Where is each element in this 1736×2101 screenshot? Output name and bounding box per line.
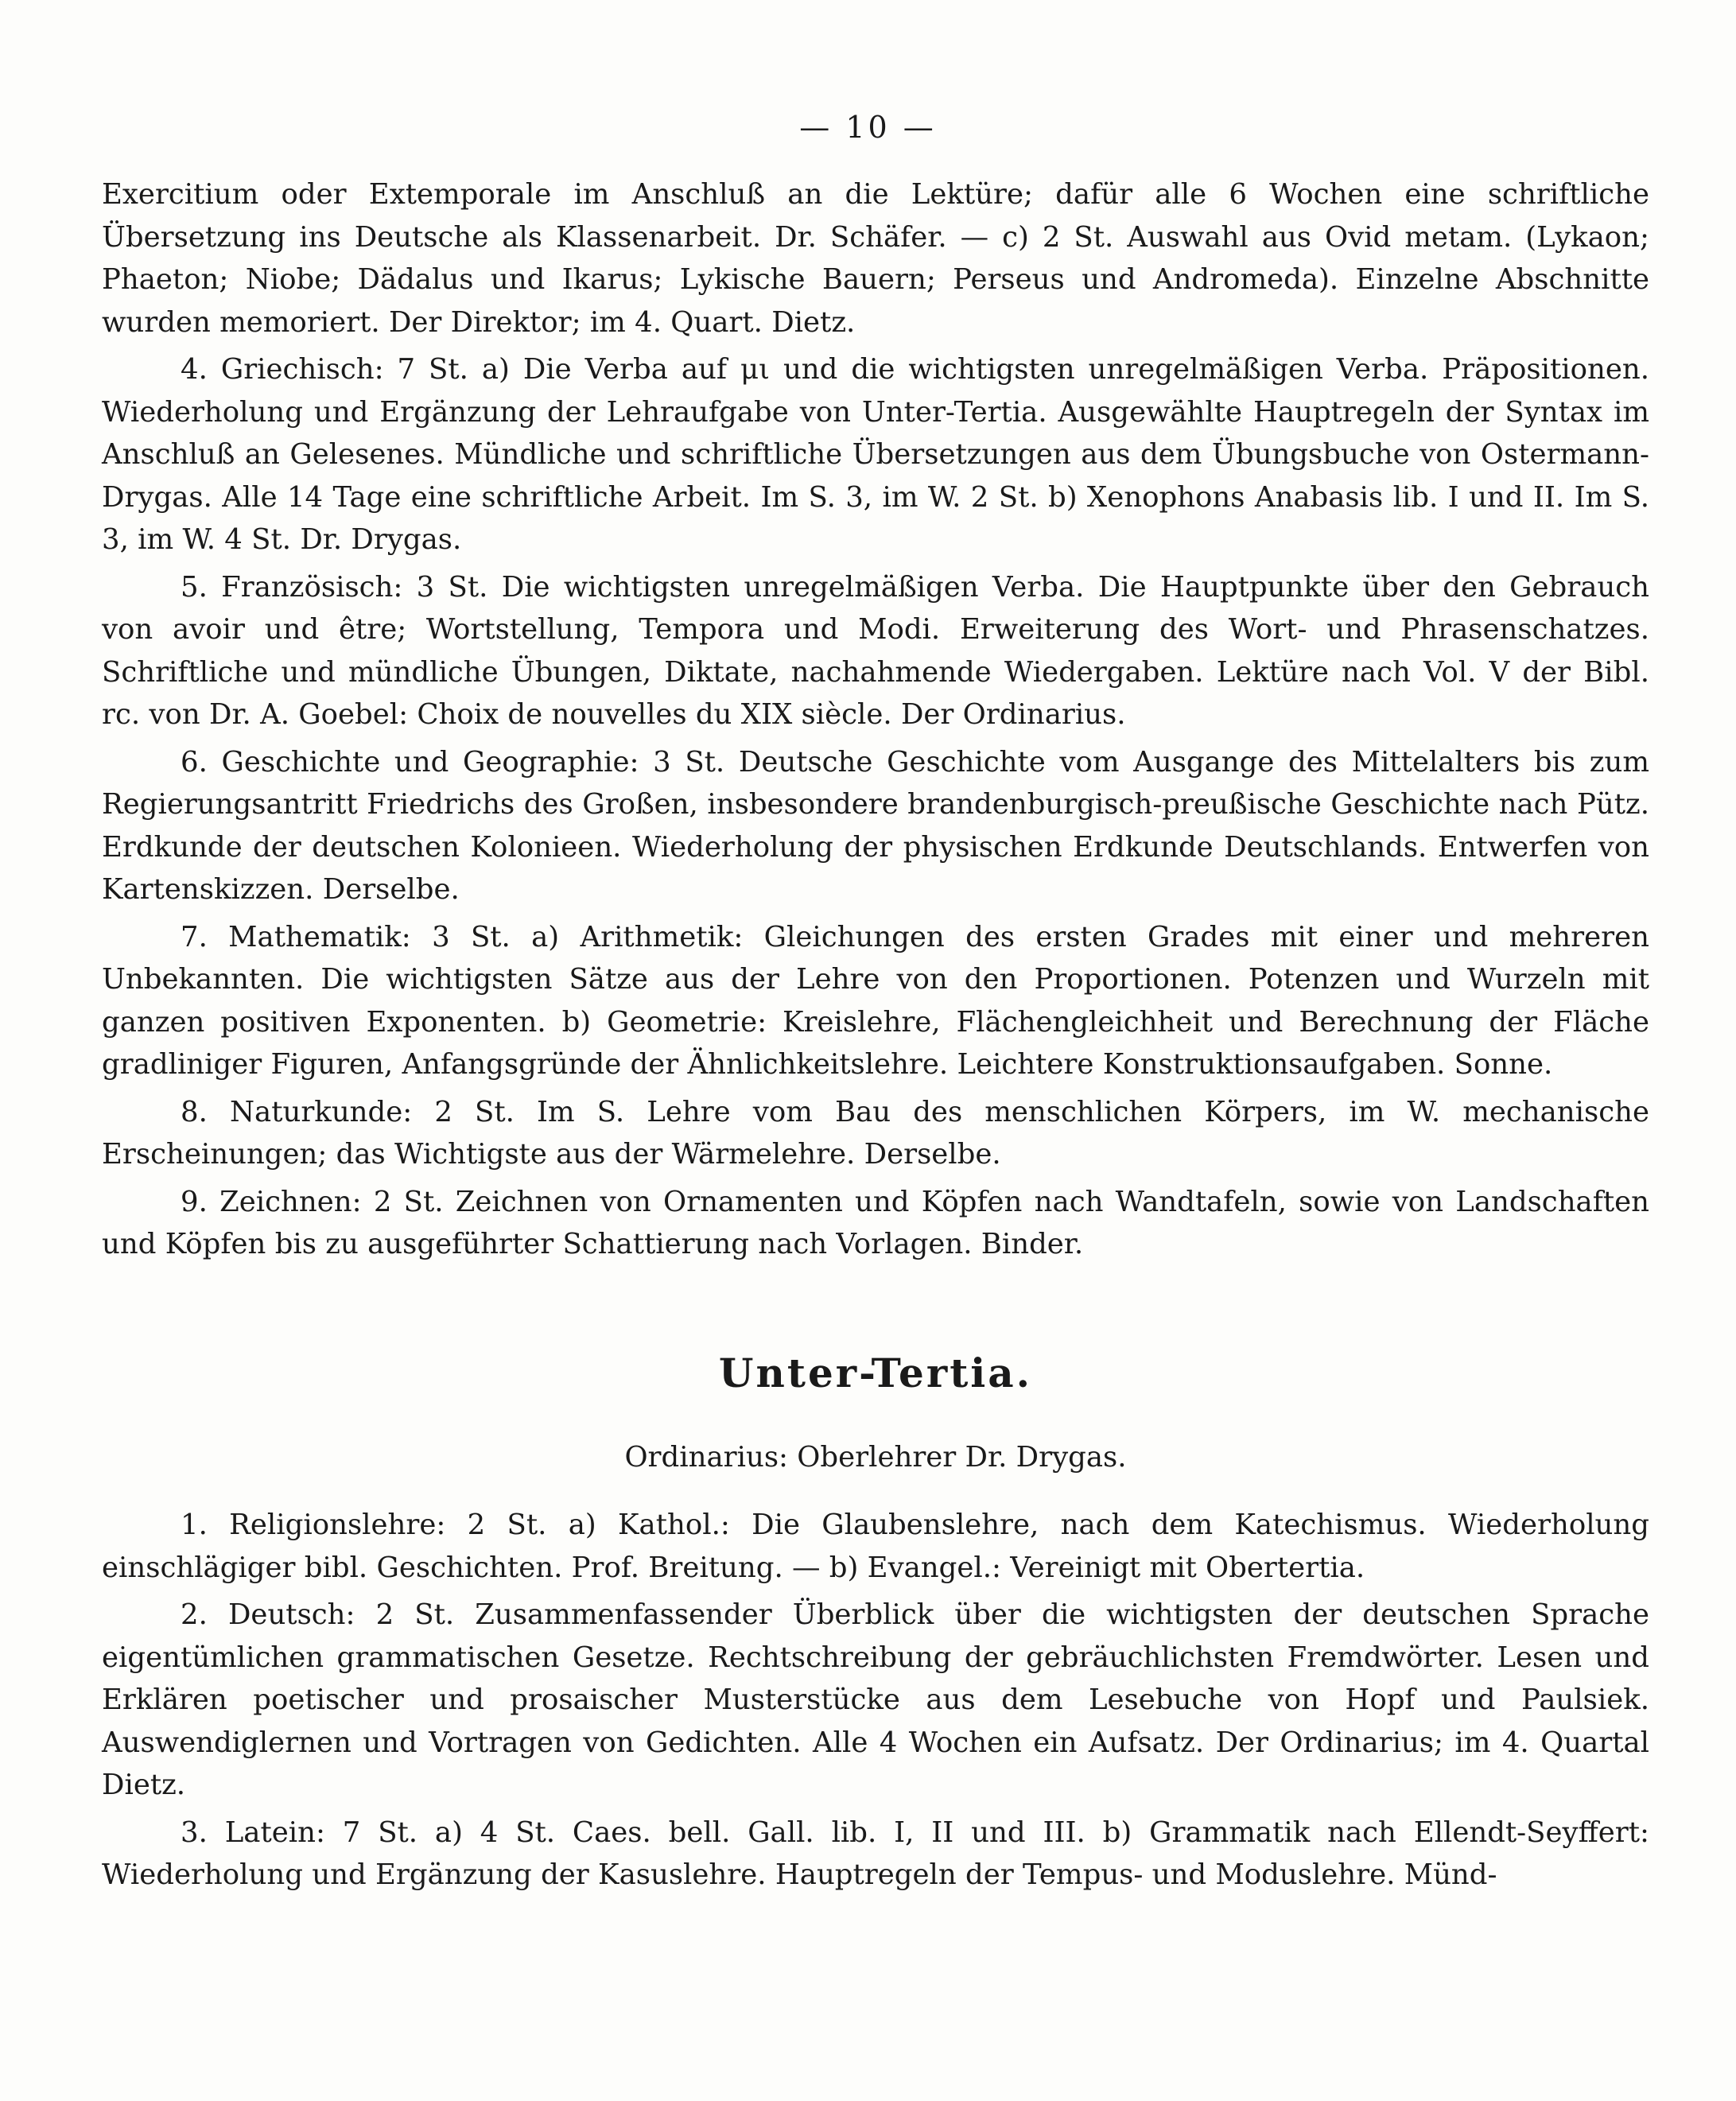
page-number: — 10 — [799, 110, 937, 145]
paragraph-zeichnen: 9. Zeichnen: 2 St. Zeichnen von Ornamenten und Köpfen nach Wandtafeln, sowie von Landschaften und Köpfen bis zu ausgeführter Schattierung nach Vorlagen. Binder. [102, 1185, 1649, 1260]
paragraph-franzoesisch: 5. Französisch: 3 St. Die wichtigsten unregelmäßigen Verba. Die Hauptpunkte über den Gebrauch von avoir und être; Wortstellung, Tempora und Modi. Erweiterung des Wort- und Phrasenschatzes. Schriftliche und mündliche Übungen, Diktate, nachahmende Wiedergaben. Lektüre nach Vol. V der Bibl. rc. von Dr. A. Goebel: Choix de nouvelles du XIX siècle. Der Ordinarius. [102, 570, 1649, 731]
page-body [102, 173, 1649, 1901]
ordinarius-line: Ordinarius: Oberlehrer Dr. Drygas. [624, 1440, 1127, 1474]
paragraph-griechisch: 4. Griechisch: 7 St. a) Die Verba auf μι und die wichtigsten unregelmäßigen Verba. Präpositionen. Wiederholung und Ergänzung der Lehraufgabe von Unter-Tertia. Ausgewählte Hauptregeln der Syntax im Anschluß an Gelesenes. Mündliche und schriftliche Übersetzungen aus dem Übungsbuche von Ostermann-Drygas. Alle 14 Tage eine schriftliche Arbeit. Im S. 3, im W. 2 St. b) Xenophons Anabasis lib. I und II. Im S. 3, im W. 4 St. Dr. Drygas. [102, 353, 1649, 556]
paragraph-latein: 3. Latein: 7 St. a) 4 St. Caes. bell. Gall. lib. I, II und III. b) Grammatik nach Ellendt-Seyffert: Wiederholung und Ergänzung der Kasuslehre. Hauptregeln der Tempus- und Moduslehre. Münd- [102, 1816, 1649, 1891]
paragraph-mathematik: 7. Mathematik: 3 St. a) Arithmetik: Gleichungen des ersten Grades mit einer und mehreren Unbekannten. Die wichtigsten Sätze aus der Lehre von den Proportionen. Potenzen und Wurzeln mit ganzen positiven Exponenten. b) Geometrie: Kreislehre, Flächengleichheit und Berechnung der Fläche gradliniger Figuren, Anfangsgründe der Ähnlichkeitslehre. Leichtere Konstruktionsaufgaben. Sonne. [102, 920, 1649, 1081]
paragraph-geschichte-geographie: 6. Geschichte und Geographie: 3 St. Deutsche Geschichte vom Ausgange des Mittelalters bis zum Regierungsantritt Friedrichs des Großen, insbesondere brandenburgisch-preußische Geschichte nach Pütz. Erdkunde der deutschen Kolonieen. Wiederholung der physischen Erdkunde Deutschlands. Entwerfen von Kartenskizzen. Derselbe. [102, 745, 1649, 906]
section-heading-unter-tertia: Unter-Tertia. [718, 1349, 1033, 1396]
paragraph-latein-continuation: Exercitium oder Extemporale im Anschluß an die Lektüre; dafür alle 6 Wochen eine schriftliche Übersetzung ins Deutsche als Klassenarbeit. Dr. Schäfer. — c) 2 St. Auswahl aus Ovid metam. (Lykaon; Phaeton; Niobe; Dädalus und Ikarus; Lykische Bauern; Perseus und Andromeda). Einzelne Abschnitte wurden memoriert. Der Direktor; im 4. Quart. Dietz. [102, 178, 1649, 339]
paragraph-religionslehre: 1. Religionslehre: 2 St. a) Kathol.: Die Glaubenslehre, nach dem Katechismus. Wiederholung einschlägiger bibl. Geschichten. Prof. Breitung. — b) Evangel.: Vereinigt mit Obertertia. [102, 1509, 1649, 1584]
paragraph-deutsch: 2. Deutsch: 2 St. Zusammenfassender Überblick über die wichtigsten der deutschen Sprache eigentümlichen grammatischen Gesetze. Rechtschreibung der gebräuchlichsten Fremdwörter. Lesen und Erklären poetischer und prosaischer Musterstücke aus dem Lesebuche von Hopf und Paulsiek. Auswendiglernen und Vortragen von Gedichten. Alle 4 Wochen ein Aufsatz. Der Ordinarius; im 4. Quartal Dietz. [102, 1598, 1649, 1801]
paragraph-naturkunde: 8. Naturkunde: 2 St. Im S. Lehre vom Bau des menschlichen Körpers, im W. mechanische Erscheinungen; das Wichtigste aus der Wärmelehre. Derselbe. [102, 1095, 1649, 1171]
